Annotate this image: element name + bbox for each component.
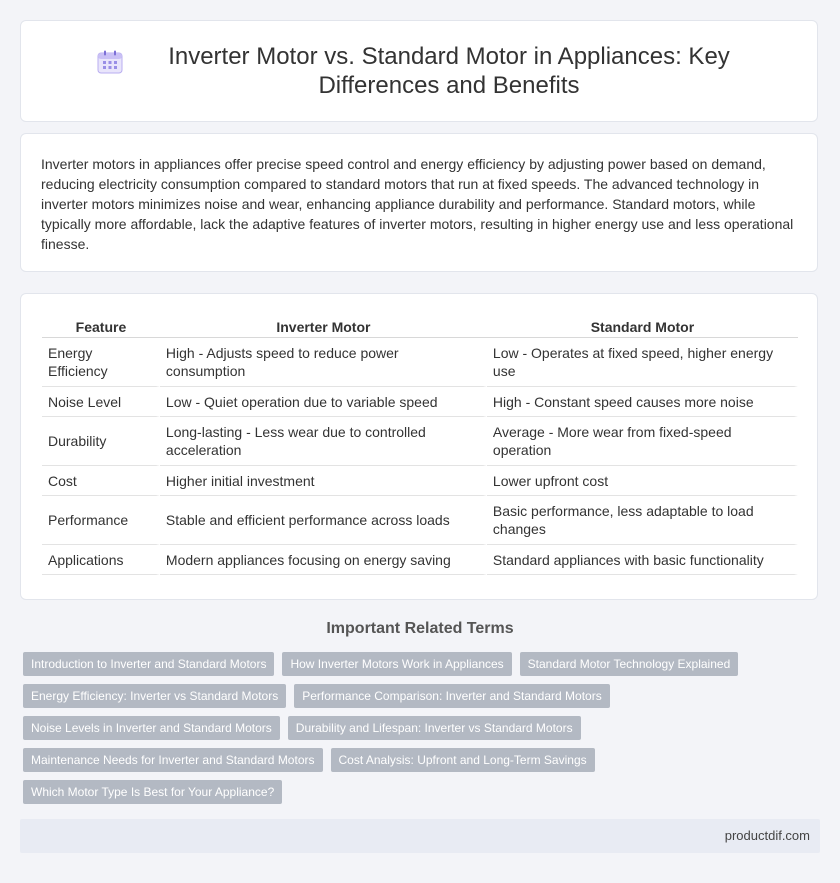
header-card	[20, 20, 818, 122]
intro-paragraph: Inverter motors in appliances offer precise speed control and energy efficiency by adjusting power based on demand, reducing electricity consumption compared to standard motors that run at fixed speeds. The advanced technology in inverter motors minimizes noise and wear, enhancing appliance durability and performance. Standard motors, while typically more affordable, lack the adaptive features of inverter motors, resulting in higher energy use and less operational finesse.	[41, 156, 794, 252]
related-term-tag[interactable]: How Inverter Motors Work in Appliances	[282, 652, 511, 676]
tag-row	[23, 652, 823, 676]
cell-inverter: Modern appliances focusing on energy saving	[160, 545, 487, 575]
related-term-tag[interactable]: Introduction to Inverter and Standard Motors	[23, 652, 274, 676]
intro-card	[20, 133, 818, 272]
cell-inverter: Stable and efficient performance across loads	[160, 496, 487, 545]
table-row	[42, 466, 798, 496]
calendar-grid-icon	[97, 50, 123, 74]
cell-inverter: Low - Quiet operation due to variable speed	[160, 387, 487, 417]
related-term-tag[interactable]: Noise Levels in Inverter and Standard Motors	[23, 716, 280, 740]
cell-feature: Energy Efficiency	[42, 338, 160, 387]
tag-row	[23, 748, 823, 772]
cell-standard: Low - Operates at fixed speed, higher energy use	[487, 338, 798, 387]
related-term-tag[interactable]: Standard Motor Technology Explained	[520, 652, 739, 676]
cell-feature: Performance	[42, 496, 160, 545]
related-term-tag[interactable]: Cost Analysis: Upfront and Long-Term Savings	[331, 748, 595, 772]
table-row	[42, 417, 798, 466]
table-row	[42, 338, 798, 387]
cell-standard: Lower upfront cost	[487, 466, 798, 496]
related-term-tag[interactable]: Performance Comparison: Inverter and Standard Motors	[294, 684, 609, 708]
related-term-tag[interactable]: Durability and Lifespan: Inverter vs Standard Motors	[288, 716, 581, 740]
cell-feature: Noise Level	[42, 387, 160, 417]
cell-standard: Basic performance, less adaptable to load changes	[487, 496, 798, 545]
header-feature: Feature	[42, 316, 160, 338]
table-row	[42, 496, 798, 545]
table-row	[42, 387, 798, 417]
footer-bar	[20, 819, 820, 853]
cell-inverter: Long-lasting - Less wear due to controlled acceleration	[160, 417, 487, 466]
comparison-table	[42, 316, 798, 575]
title-wrap	[69, 42, 769, 100]
cell-inverter: High - Adjusts speed to reduce power consumption	[160, 338, 487, 387]
table-row	[42, 545, 798, 575]
related-terms-title: Important Related Terms	[326, 620, 514, 637]
footer-site-name[interactable]: productdif.com	[724, 828, 810, 843]
cell-inverter: Higher initial investment	[160, 466, 487, 496]
related-terms-tags	[23, 652, 823, 812]
cell-standard: Average - More wear from fixed-speed operation	[487, 417, 798, 466]
page-title: Inverter Motor vs. Standard Motor in Appliances: Key Differences and Benefits	[168, 43, 730, 99]
comparison-table-card	[20, 293, 818, 600]
tag-row	[23, 684, 823, 708]
related-term-tag[interactable]: Energy Efficiency: Inverter vs Standard Motors	[23, 684, 286, 708]
cell-standard: Standard appliances with basic functionality	[487, 545, 798, 575]
cell-feature: Applications	[42, 545, 160, 575]
related-term-tag[interactable]: Which Motor Type Is Best for Your Appliance?	[23, 780, 282, 804]
cell-feature: Durability	[42, 417, 160, 466]
cell-standard: High - Constant speed causes more noise	[487, 387, 798, 417]
related-term-tag[interactable]: Maintenance Needs for Inverter and Standard Motors	[23, 748, 323, 772]
header-standard-motor: Standard Motor	[487, 316, 798, 338]
tag-row	[23, 780, 823, 804]
table-header-row	[42, 316, 798, 338]
header-inverter-motor: Inverter Motor	[160, 316, 487, 338]
cell-feature: Cost	[42, 466, 160, 496]
tag-row	[23, 716, 823, 740]
